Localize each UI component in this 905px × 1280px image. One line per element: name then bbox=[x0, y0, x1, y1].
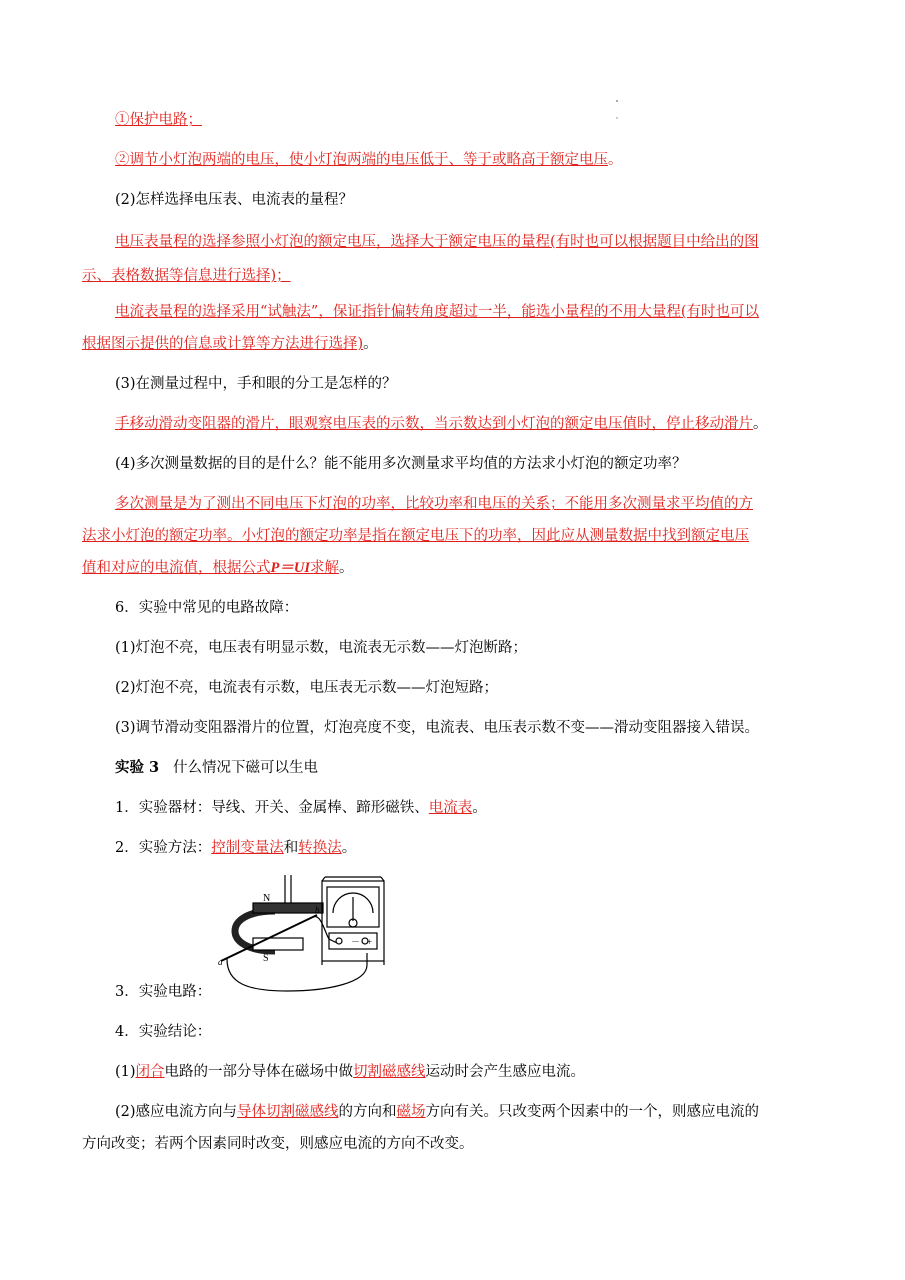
text-line: 值和对应的电流值，根据公式P＝UI求解。 bbox=[82, 560, 354, 576]
speck bbox=[616, 100, 618, 102]
magnet-south-label: S bbox=[263, 953, 269, 964]
text-line: (3)调节滑动变阻器滑片的位置，灯泡亮度不变，电流表、电压表示数不变——滑动变阻器接入错误。 bbox=[115, 720, 760, 736]
question-line: (2)怎样选择电压表、电流表的量程？ bbox=[115, 192, 354, 208]
answer-text: ①保护电路； bbox=[115, 112, 202, 128]
answer-text: 控制变量法 bbox=[211, 840, 284, 856]
answer-text: 闭合 bbox=[135, 1064, 165, 1080]
answer-text: 磁场 bbox=[396, 1104, 426, 1120]
text-line: 1．实验器材：导线、开关、金属棒、蹄形磁铁、电流表。 bbox=[115, 800, 487, 816]
question-line: (4)多次测量数据的目的是什么？能不能用多次测量求平均值的方法求小灯泡的额定功率？ bbox=[115, 456, 687, 472]
answer-text: 法求小灯泡的额定功率。小灯泡的额定功率是指在额定电压下的功率，因此应从测量数据中找到额定电压 bbox=[82, 528, 749, 544]
text-line: 3．实验电路： bbox=[115, 984, 212, 1000]
answer-text: 手移动滑动变阻器的滑片，眼观察电压表的示数，当示数达到小灯泡的额定电压值时，停止移动滑片 bbox=[115, 416, 753, 432]
svg-text:+: + bbox=[367, 937, 373, 947]
answer-text: 电压表量程的选择参照小灯泡的额定电压，选择大于额定电压的量程(有时也可以根据题目中给出的图 bbox=[115, 234, 759, 250]
rod-end-a-label: a bbox=[218, 957, 223, 967]
text-line bbox=[82, 227, 857, 257]
magnet-north-label: N bbox=[263, 893, 271, 904]
answer-text: 切割磁感线 bbox=[353, 1064, 426, 1080]
text-line bbox=[82, 261, 824, 291]
text-line: ②调节小灯泡两端的电压，使小灯泡两端的电压低于、等于或略高于额定电压。 bbox=[115, 152, 623, 168]
text-line: (2)感应电流方向与导体切割磁感线的方向和磁场方向有关。只改变两个因素中的一个，则感应电流的 bbox=[115, 1104, 760, 1120]
experiment-heading: 实验 3 什么情况下磁可以生电 bbox=[115, 759, 318, 776]
answer-text: 转换法 bbox=[298, 840, 342, 856]
answer-text: 电流表量程的选择采用“试触法”，保证指针偏转角度超过一半，能选小量程的不用大量程(有时也可以 bbox=[115, 304, 759, 320]
answer-text: 多次测量是为了测出不同电压下灯泡的功率，比较功率和电压的关系；不能用多次测量求平均值的方 bbox=[115, 496, 753, 512]
text-line: (2)灯泡不亮，电流表有示数，电压表无示数——灯泡短路； bbox=[115, 680, 499, 696]
formula: P＝UI bbox=[270, 560, 310, 576]
text-line: (1)灯泡不亮，电压表有明显示数，电流表无示数——灯泡断路； bbox=[115, 640, 528, 656]
text-line: 根据图示提供的信息或计算等方法进行选择)。 bbox=[82, 336, 378, 352]
answer-text: 根据图示提供的信息或计算等方法进行选择) bbox=[82, 336, 364, 352]
text-line: (1)闭合电路的一部分导体在磁场中做切割磁感线运动时会产生感应电流。 bbox=[115, 1064, 586, 1080]
answer-text: 电流表 bbox=[428, 800, 473, 816]
rod-end-b-label: b bbox=[315, 905, 320, 915]
svg-text:－: － bbox=[351, 937, 361, 947]
text-line: 4．实验结论： bbox=[115, 1024, 212, 1040]
text-line: 方向改变；若两个因素同时改变，则感应电流的方向不改变。 bbox=[82, 1136, 474, 1152]
answer-text: 示、表格数据等信息进行选择)； bbox=[82, 268, 291, 284]
text-line bbox=[82, 521, 824, 551]
experiment-circuit-figure bbox=[217, 873, 389, 996]
answer-text: ②调节小灯泡两端的电压，使小灯泡两端的电压低于、等于或略高于额定电压 bbox=[115, 152, 608, 168]
text-line bbox=[82, 105, 857, 135]
answer-text: 导体切割磁感线 bbox=[237, 1104, 339, 1120]
question-line: (3)在测量过程中，手和眼的分工是怎样的？ bbox=[115, 376, 397, 392]
text-line bbox=[82, 489, 857, 519]
text-line: 2．实验方法：控制变量法和转换法。 bbox=[115, 840, 357, 856]
text-line bbox=[82, 297, 857, 327]
section-heading: 6．实验中常见的电路故障： bbox=[115, 600, 299, 616]
text-line: 手移动滑动变阻器的滑片，眼观察电压表的示数，当示数达到小灯泡的额定电压值时，停止移动滑片。 bbox=[115, 416, 768, 432]
